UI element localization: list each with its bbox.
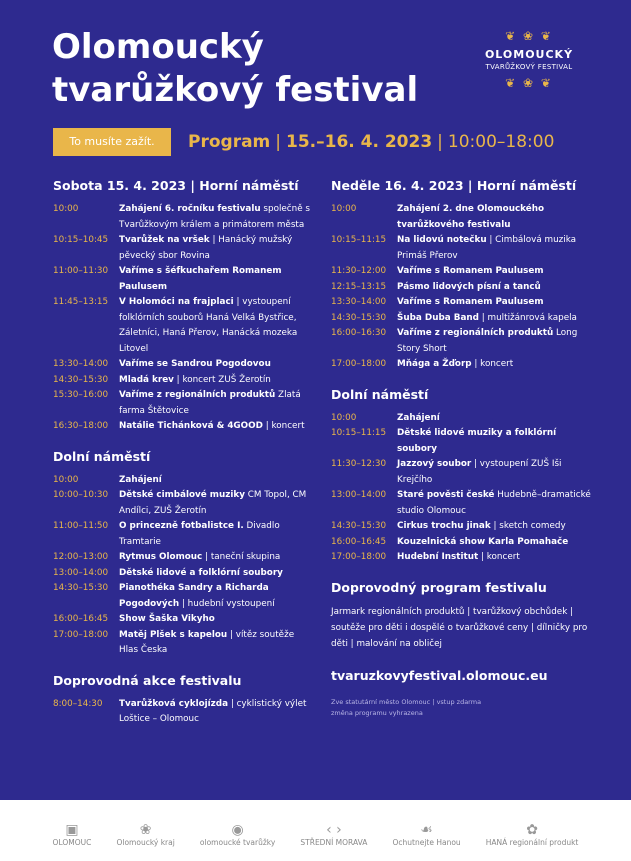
schedule-row bbox=[331, 535, 593, 551]
schedule-description bbox=[119, 357, 315, 373]
schedule-time: 17:00–18:00 bbox=[331, 552, 387, 562]
schedule-row bbox=[53, 519, 315, 550]
event-title: Mladá krev bbox=[119, 374, 174, 385]
schedule-description bbox=[397, 311, 593, 327]
event-detail: | Hanácký mužský pěvecký sbor Rovina bbox=[119, 235, 293, 261]
schedule-row bbox=[53, 357, 315, 373]
schedule-time: 14:30–15:30 bbox=[53, 374, 109, 385]
schedule-time: 14:30–15:30 bbox=[331, 312, 387, 323]
ornament-bottom-icon: ❦ ❀ ❦ bbox=[505, 76, 553, 90]
schedule-description bbox=[119, 697, 315, 728]
schedule-row bbox=[53, 697, 315, 728]
event-title: Dětské lidové a folklórní soubory bbox=[119, 567, 283, 578]
schedule-description bbox=[119, 519, 315, 550]
event-title: Vaříme s Romanem Paulusem bbox=[397, 266, 544, 276]
schedule-time: 10:00 bbox=[53, 204, 79, 214]
schedule-time: 10:00 bbox=[331, 412, 357, 423]
schedule-row bbox=[331, 550, 593, 566]
schedule-description bbox=[119, 612, 315, 628]
event-title: O princezně fotbalistce I. bbox=[119, 521, 244, 531]
event-title: Tvarůžková cyklojízda bbox=[119, 698, 229, 709]
schedule-time: 11:45–13:15 bbox=[53, 297, 109, 307]
event-title: Vaříme z regionálních produktů bbox=[397, 328, 554, 338]
schedule-description bbox=[119, 581, 315, 612]
partner-logo bbox=[116, 822, 174, 847]
schedule-description bbox=[119, 550, 315, 566]
schedule-row bbox=[331, 426, 593, 457]
event-title: Hudební Institut bbox=[397, 552, 479, 562]
hana-product-logo-icon: ✿ bbox=[526, 822, 538, 838]
program-header: Program | 15.–16. 4. 2023 | 10:00–18:00 bbox=[188, 132, 555, 152]
schedule-time: 16:00–16:45 bbox=[331, 536, 387, 547]
event-title: Vaříme z regionálních produktů bbox=[119, 390, 276, 400]
schedule-row bbox=[53, 488, 315, 519]
section-title: Doprovodná akce festivalu bbox=[53, 672, 242, 688]
schedule-row bbox=[53, 264, 315, 295]
event-title: Pásmo lidových písní a tanců bbox=[397, 281, 541, 292]
left-column bbox=[53, 178, 315, 742]
event-detail: | koncert bbox=[262, 421, 305, 431]
cheese-seal-icon: ◉ bbox=[231, 822, 244, 838]
event-title: Vaříme s šéfkuchařem Romanem Paulusem bbox=[119, 266, 282, 292]
schedule-row bbox=[331, 233, 593, 264]
event-detail: | koncert bbox=[478, 552, 520, 562]
event-detail: společně s Tvarůžkovým králem a primátorem města bbox=[119, 204, 311, 230]
event-detail: | vystoupení folklórních souborů Haná Velká Bystřice, Záletníci, Haná Přerov, Hanácká mozeka Litovel bbox=[119, 297, 298, 354]
schedule-description bbox=[397, 264, 593, 280]
event-detail: | koncert bbox=[471, 359, 514, 369]
schedule-time: 10:15–11:15 bbox=[331, 428, 387, 438]
event-title: Vaříme s Romanem Paulusem bbox=[397, 297, 544, 307]
schedule-description bbox=[397, 488, 593, 519]
schedule-row bbox=[331, 357, 593, 373]
event-detail: | hudební vystoupení bbox=[179, 598, 275, 609]
event-detail: Zlatá farma Štětovice bbox=[119, 390, 301, 416]
section-spacer bbox=[53, 728, 315, 742]
schedule-description bbox=[397, 535, 593, 551]
schedule-time: 10:15–11:15 bbox=[331, 235, 387, 245]
section-title: Sobota 15. 4. 2023 | Horní náměstí bbox=[53, 178, 299, 193]
schedule-description bbox=[119, 388, 315, 419]
schedule-time: 11:30–12:00 bbox=[331, 266, 387, 276]
schedule-row bbox=[331, 411, 593, 427]
event-title: Dětské cimbálové muziky bbox=[119, 490, 245, 500]
partner-logos bbox=[0, 808, 631, 861]
right-column bbox=[331, 178, 593, 719]
schedule-description bbox=[397, 519, 593, 535]
schedule-time: 15:30–16:00 bbox=[53, 390, 109, 400]
partner-name: HANÁ regionální produkt bbox=[485, 838, 579, 847]
schedule-time: 16:00–16:30 bbox=[331, 328, 387, 338]
program-time: 10:00–18:00 bbox=[447, 132, 555, 152]
event-detail: | sketch comedy bbox=[490, 521, 566, 531]
schedule-row bbox=[331, 311, 593, 327]
schedule-description bbox=[119, 488, 315, 519]
program-label: Program bbox=[188, 132, 271, 152]
schedule-description bbox=[397, 202, 593, 233]
event-detail: | multižánrová kapela bbox=[478, 312, 577, 323]
central-moravia-logo-icon: ‹ › bbox=[326, 822, 342, 838]
schedule-time: 13:30–14:00 bbox=[53, 359, 109, 369]
schedule-description bbox=[397, 550, 593, 566]
page-title bbox=[52, 26, 418, 112]
event-title: Zahájení bbox=[397, 412, 440, 423]
right-schedule bbox=[331, 178, 593, 580]
schedule-description bbox=[119, 233, 315, 264]
schedule-row bbox=[331, 519, 593, 535]
event-detail: CM Topol, CM Andílci, ZUŠ Žerotín bbox=[119, 490, 307, 516]
schedule-description bbox=[119, 419, 315, 435]
schedule-row bbox=[53, 373, 315, 389]
schedule-description bbox=[397, 233, 593, 264]
schedule-row bbox=[331, 488, 593, 519]
schedule-time: 11:30–12:30 bbox=[331, 459, 387, 469]
partner-name: STŘEDNÍ MORAVA bbox=[300, 838, 368, 847]
fine-print bbox=[331, 697, 593, 719]
schedule-row bbox=[331, 264, 593, 280]
schedule-description bbox=[397, 426, 593, 457]
schedule-time: 11:00–11:50 bbox=[53, 521, 109, 531]
schedule-row bbox=[53, 566, 315, 582]
event-detail: | Cimbálová muzika Primáš Přerov bbox=[397, 235, 577, 261]
schedule-row bbox=[331, 202, 593, 233]
schedule-time: 13:30–14:00 bbox=[331, 297, 387, 307]
schedule-time: 17:00–18:00 bbox=[331, 359, 387, 369]
city-crest-icon: ▣ bbox=[65, 822, 79, 838]
region-logo-icon: ❀ bbox=[139, 822, 152, 838]
schedule-description bbox=[397, 411, 593, 427]
event-detail: Divadlo Tramtarie bbox=[119, 521, 280, 547]
schedule-row bbox=[53, 612, 315, 628]
schedule-row bbox=[53, 473, 315, 489]
festival-logo bbox=[470, 28, 588, 106]
section-spacer bbox=[331, 373, 593, 387]
event-detail: | vystoupení ZUŠ Iši Krejčího bbox=[397, 459, 562, 485]
schedule-description bbox=[397, 280, 593, 296]
schedule-row bbox=[53, 628, 315, 659]
event-detail: | vítěz soutěže Hlas Česka bbox=[119, 629, 295, 655]
schedule-time: 12:00–13:00 bbox=[53, 552, 109, 562]
partner-name: olomoucké tvarůžky bbox=[199, 838, 276, 847]
title-line-1: Olomoucký bbox=[52, 27, 264, 67]
event-title: Vaříme se Sandrou Pogodovou bbox=[119, 359, 271, 369]
schedule-time: 10:00 bbox=[53, 474, 79, 485]
schedule-row bbox=[53, 233, 315, 264]
event-title: Tvarůžek na vršek bbox=[119, 235, 210, 245]
schedule-row bbox=[53, 581, 315, 612]
event-title: Natálie Tichánková & 4GOOD bbox=[119, 421, 263, 431]
schedule-row bbox=[53, 202, 315, 233]
partner-logo bbox=[300, 822, 367, 847]
schedule-row bbox=[331, 326, 593, 357]
schedule-description bbox=[397, 357, 593, 373]
schedule-time: 14:30–15:30 bbox=[331, 521, 387, 531]
title-line-2: tvarůžkový festival bbox=[52, 70, 419, 110]
event-title: Cirkus trochu jinak bbox=[397, 521, 491, 531]
extra-program-title: Doprovodný program festivalu bbox=[331, 579, 547, 595]
schedule-time: 10:00 bbox=[331, 204, 357, 214]
schedule-time: 11:00–11:30 bbox=[53, 266, 109, 276]
logo-line-1: OLOMOUCKÝ bbox=[484, 48, 574, 61]
extra-program-text: Jarmark regionálních produktů | tvarůžkový obchůdek | soutěže pro děti i dospělé o tvarůžkové ceny | dílničky pro děti | malování na obličej bbox=[331, 606, 588, 649]
event-title: Matěj Plšek s kapelou bbox=[119, 629, 228, 640]
event-detail: Hudebně–dramatické studio Olomouc bbox=[397, 490, 591, 516]
partner-logo bbox=[200, 822, 275, 847]
event-detail: Long Story Short bbox=[397, 328, 578, 354]
event-title: Na lidovú notečku bbox=[397, 235, 487, 245]
section-spacer bbox=[331, 566, 593, 580]
partner-logo bbox=[392, 822, 460, 847]
partner-name: OLOMOUC bbox=[52, 838, 92, 847]
event-title: V Holomóci na frajplaci bbox=[119, 297, 234, 307]
schedule-row bbox=[331, 280, 593, 296]
schedule-time: 8:00–14:30 bbox=[53, 698, 103, 709]
section-title: Neděle 16. 4. 2023 | Horní náměstí bbox=[331, 178, 577, 193]
event-title: Zahájení 2. dne Olomouckého tvarůžkového festivalu bbox=[397, 204, 545, 230]
event-title: Zahájení 6. ročníku festivalu bbox=[119, 204, 261, 214]
event-title: Šuba Duba Band bbox=[397, 312, 479, 323]
schedule-row bbox=[53, 550, 315, 566]
schedule-description bbox=[397, 326, 593, 357]
fine-print-line-2: změna programu vyhrazena bbox=[331, 708, 423, 717]
partner-logo bbox=[486, 822, 579, 847]
schedule-description bbox=[119, 264, 315, 295]
schedule-description bbox=[119, 373, 315, 389]
schedule-time: 17:00–18:00 bbox=[53, 629, 109, 640]
event-title: Zahájení bbox=[119, 474, 162, 485]
schedule-time: 16:30–18:00 bbox=[53, 421, 109, 431]
website-link[interactable]: tvaruzkovyfestival.olomouc.eu bbox=[331, 667, 548, 683]
partner-logo bbox=[53, 822, 92, 847]
schedule-row bbox=[331, 295, 593, 311]
taste-hana-logo-icon: ☙ bbox=[420, 822, 433, 838]
schedule-row bbox=[53, 295, 315, 357]
event-title: Jazzový soubor bbox=[397, 459, 472, 469]
event-detail: | taneční skupina bbox=[202, 552, 281, 562]
program-dates: 15.–16. 4. 2023 bbox=[286, 132, 433, 152]
section-spacer bbox=[53, 659, 315, 673]
schedule-time: 16:00–16:45 bbox=[53, 614, 109, 624]
event-title: Mňága a Žďorp bbox=[397, 359, 472, 369]
partner-name: Olomoucký kraj bbox=[116, 838, 175, 847]
event-title: Kouzelnická show Karla Pomahače bbox=[397, 536, 569, 547]
schedule-description bbox=[119, 628, 315, 659]
partner-name: Ochutnejte Hanou bbox=[392, 838, 461, 847]
section-spacer bbox=[53, 435, 315, 449]
schedule-description bbox=[397, 295, 593, 311]
event-title: Staré pověsti české bbox=[397, 490, 495, 500]
schedule-time: 13:00–14:00 bbox=[53, 567, 109, 578]
tagline-badge: To musíte zažít. bbox=[53, 128, 171, 156]
schedule-time: 13:00–14:00 bbox=[331, 490, 387, 500]
schedule-time: 10:00–10:30 bbox=[53, 490, 109, 500]
schedule-time: 12:15–13:15 bbox=[331, 281, 387, 292]
event-title: Pianothéka Sandry a Richarda Pogodových bbox=[119, 583, 269, 609]
schedule-description bbox=[119, 202, 315, 233]
event-title: Rytmus Olomouc bbox=[119, 552, 203, 562]
event-title: Dětské lidové muziky a folklórní soubory bbox=[397, 428, 557, 454]
schedule-time: 10:15–10:45 bbox=[53, 235, 109, 245]
schedule-row bbox=[331, 457, 593, 488]
fine-print-line-1: Zve statutární město Olomouc | vstup zdarma bbox=[331, 697, 482, 706]
schedule-row bbox=[53, 419, 315, 435]
schedule-row bbox=[53, 388, 315, 419]
section-title: Dolní náměstí bbox=[53, 448, 151, 464]
section-title: Dolní náměstí bbox=[331, 386, 429, 402]
schedule-time: 14:30–15:30 bbox=[53, 583, 109, 593]
schedule-description bbox=[119, 566, 315, 582]
logo-line-2: TVARŮŽKOVÝ FESTIVAL bbox=[485, 63, 573, 71]
schedule-description bbox=[397, 457, 593, 488]
event-title: Show Šaška Vikyho bbox=[119, 614, 215, 624]
event-detail: | cyklistický výlet Loštice – Olomouc bbox=[119, 698, 307, 724]
schedule-description bbox=[119, 295, 315, 357]
event-detail: | koncert ZUŠ Žerotín bbox=[173, 374, 271, 385]
ornament-top-icon: ❦ ❀ ❦ bbox=[505, 29, 553, 43]
schedule-description bbox=[119, 473, 315, 489]
